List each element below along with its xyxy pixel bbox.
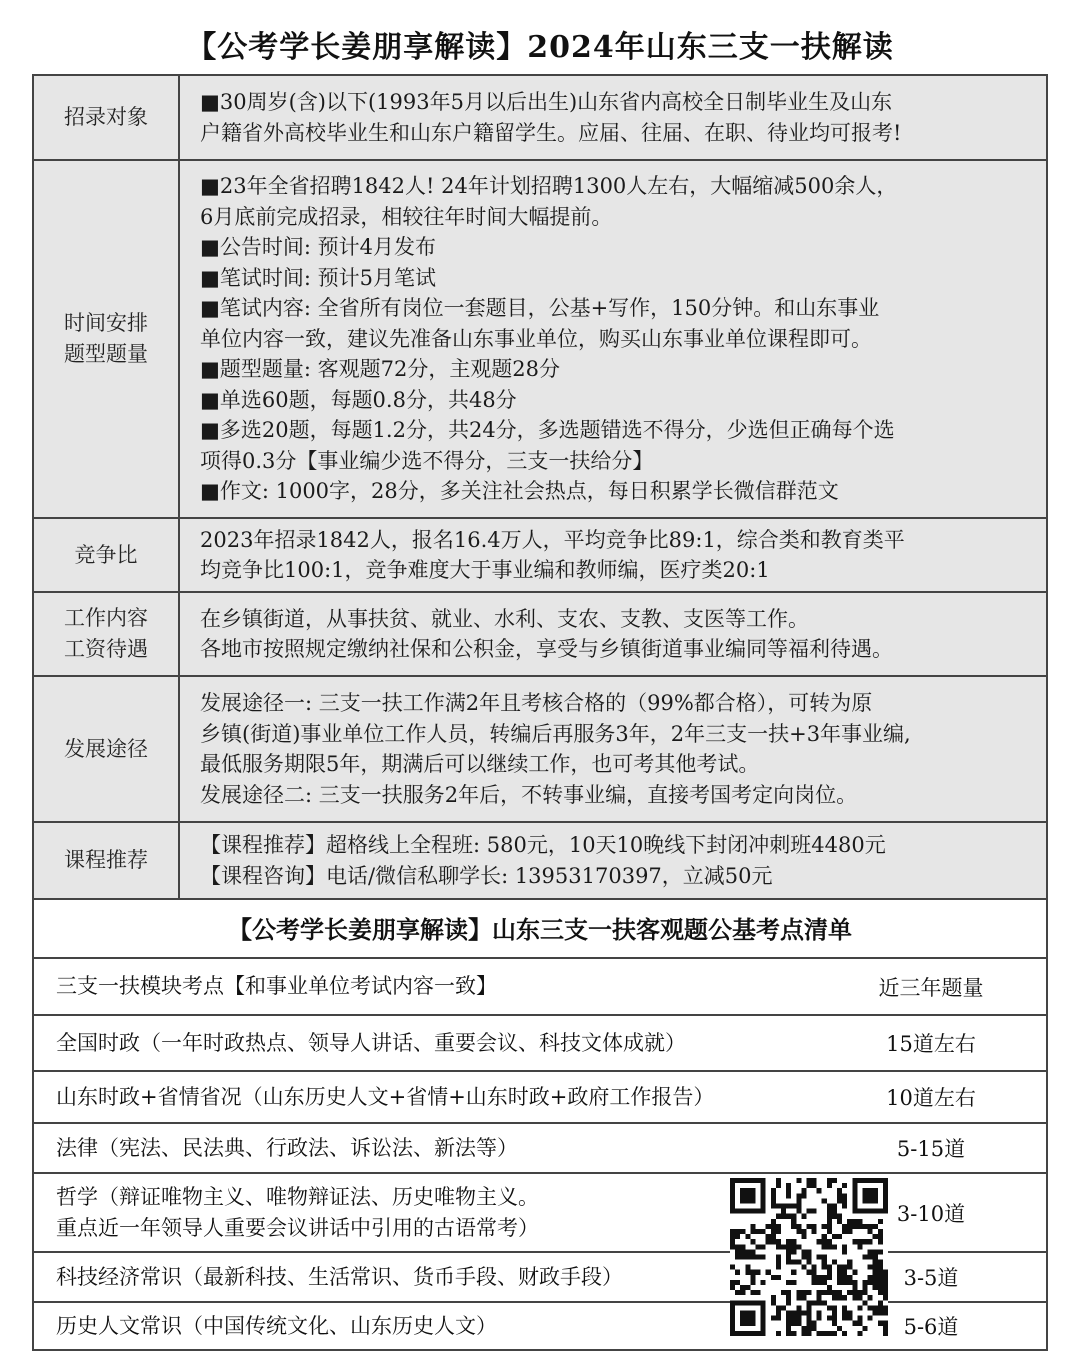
row-label: 招录对象 (32, 76, 180, 159)
content-line: 在乡镇街道，从事扶贫、就业、水利、支农、支教、支医等工作。 (200, 606, 809, 631)
row-content (180, 76, 1048, 159)
content-line: 发展途径一: 三支一扶工作满2年且考核合格的（99%都合格），可转为原 (200, 691, 873, 715)
count-cell: 3-10道 (896, 1201, 966, 1226)
count-cell: 5-15道 (896, 1137, 966, 1161)
row-content (180, 677, 1048, 821)
row-competition (32, 519, 1048, 593)
content-line: 户籍省外高校毕业生和山东户籍留学生。应届、往届、在职、待业均可报考! (200, 120, 902, 145)
topic-cell: 哲学（辩证唯物主义、唯物辩证法、历史唯物主义。 重点近一年领导人重要会议讲话中引用的古语常考） (56, 1184, 539, 1240)
header-topic: 三支一扶模块考点【和事业单位考试内容一致】 (56, 974, 497, 998)
content-line: 单位内容一致，建议先准备山东事业单位，购买山东事业单位课程即可。 (200, 326, 872, 351)
content-line: 项得0.3分【事业编少选不得分，三支一扶给分】 (200, 448, 654, 473)
content-line: 各地市按照规定缴纳社保和公积金，享受与乡镇街道事业编同等福利待遇。 (200, 637, 893, 661)
table-row (34, 1124, 1046, 1174)
topic-cell: 山东时政+省情省况（山东历史人文+省情+山东时政+政府工作报告） (56, 1084, 715, 1109)
row-content (180, 823, 1048, 898)
row-work-salary (32, 593, 1048, 677)
content-line: ■公告时间: 预计4月发布 (200, 235, 436, 260)
count-cell: 15道左右 (886, 1032, 976, 1056)
row-development (32, 677, 1048, 823)
checklist-title: 【公考学长姜朋享解读】山东三支一扶客观题公基考点清单 (34, 897, 1046, 959)
content-line: ■单选60题，每题0.8分，共48分 (200, 387, 517, 412)
topic-cell: 科技经济常识（最新科技、生活常识、货币手段、财政手段） (56, 1264, 623, 1289)
content-line: ■作文: 1000字，28分，多关注社会热点，每日积累学长微信群范文 (200, 479, 839, 504)
table-row (34, 1253, 1046, 1303)
topic-cell: 全国时政（一年时政热点、领导人讲话、重要会议、科技文体成就） (56, 1030, 686, 1055)
row-content (180, 161, 1048, 517)
topic-cell: 法律（宪法、民法典、行政法、诉讼法、新法等） (56, 1135, 518, 1160)
page-title: 【公考学长姜朋享解读】2024年山东三支一扶解读 (186, 30, 894, 65)
content-line: ■23年全省招聘1842人! 24年计划招聘1300人左右，大幅缩减500余人， (200, 174, 898, 199)
row-label: 课程推荐 (32, 823, 180, 898)
content-line: 【课程推荐】超格线上全程班: 580元，10天10晚线下封闭冲刺班4480元 (200, 833, 886, 857)
row-content (180, 519, 1048, 591)
header-count: 近三年题量 (878, 975, 984, 1000)
content-line: ■笔试内容: 全省所有岗位一套题目，公基+写作，150分钟。和山东事业 (200, 296, 880, 321)
row-label: 竞争比 (32, 519, 180, 591)
row-course (32, 823, 1048, 900)
row-label: 时间安排 题型题量 (32, 161, 180, 517)
content-line: 最低服务期限5年，期满后可以继续工作，也可考其他考试。 (200, 752, 760, 776)
info-table (32, 74, 1048, 900)
content-line: ■笔试时间: 预计5月笔试 (200, 265, 436, 290)
content-line: ■30周岁(含)以下(1993年5月以后出生)山东省内高校全日制毕业生及山东 (200, 90, 893, 114)
content-line: 6月底前完成招录，相较往年时间大幅提前。 (200, 204, 613, 229)
qr-code-icon (730, 1178, 888, 1336)
row-label: 工作内容 工资待遇 (32, 593, 180, 675)
content-line: ■多选20题，每题1.2分，共24分，多选题错选不得分，少选但正确每个选 (200, 418, 895, 443)
table-row (34, 1016, 1046, 1072)
checklist-header-row (34, 959, 1046, 1016)
row-schedule (32, 161, 1048, 519)
count-cell: 10道左右 (886, 1086, 976, 1110)
content-line: 发展途径二: 三支一扶服务2年后，不转事业编，直接考国考定向岗位。 (200, 782, 858, 807)
content-line: 均竞争比100:1，竞争难度大于事业编和教师编，医疗类20:1 (200, 558, 770, 582)
content-line: 乡镇(街道)事业单位工作人员，转编后再服务3年，2年三支一扶+3年事业编, (200, 721, 911, 746)
row-recruit-target (32, 76, 1048, 161)
count-cell: 5-6道 (903, 1315, 959, 1339)
table-row (34, 1303, 1046, 1349)
count-cell: 3-5道 (903, 1266, 959, 1290)
checklist-table (32, 897, 1048, 1351)
content-line: 2023年招录1842人，报名16.4万人，平均竞争比89:1，综合类和教育类平 (200, 527, 905, 552)
content-line: ■题型题量: 客观题72分，主观题28分 (200, 357, 561, 382)
row-label: 发展途径 (32, 677, 180, 821)
topic-cell: 历史人文常识（中国传统文化、山东历史人文） (56, 1313, 497, 1338)
content-line: 【课程咨询】电话/微信私聊学长: 13953170397，立减50元 (200, 863, 773, 888)
table-row (34, 1072, 1046, 1124)
row-content (180, 593, 1048, 675)
table-row (34, 1174, 1046, 1253)
